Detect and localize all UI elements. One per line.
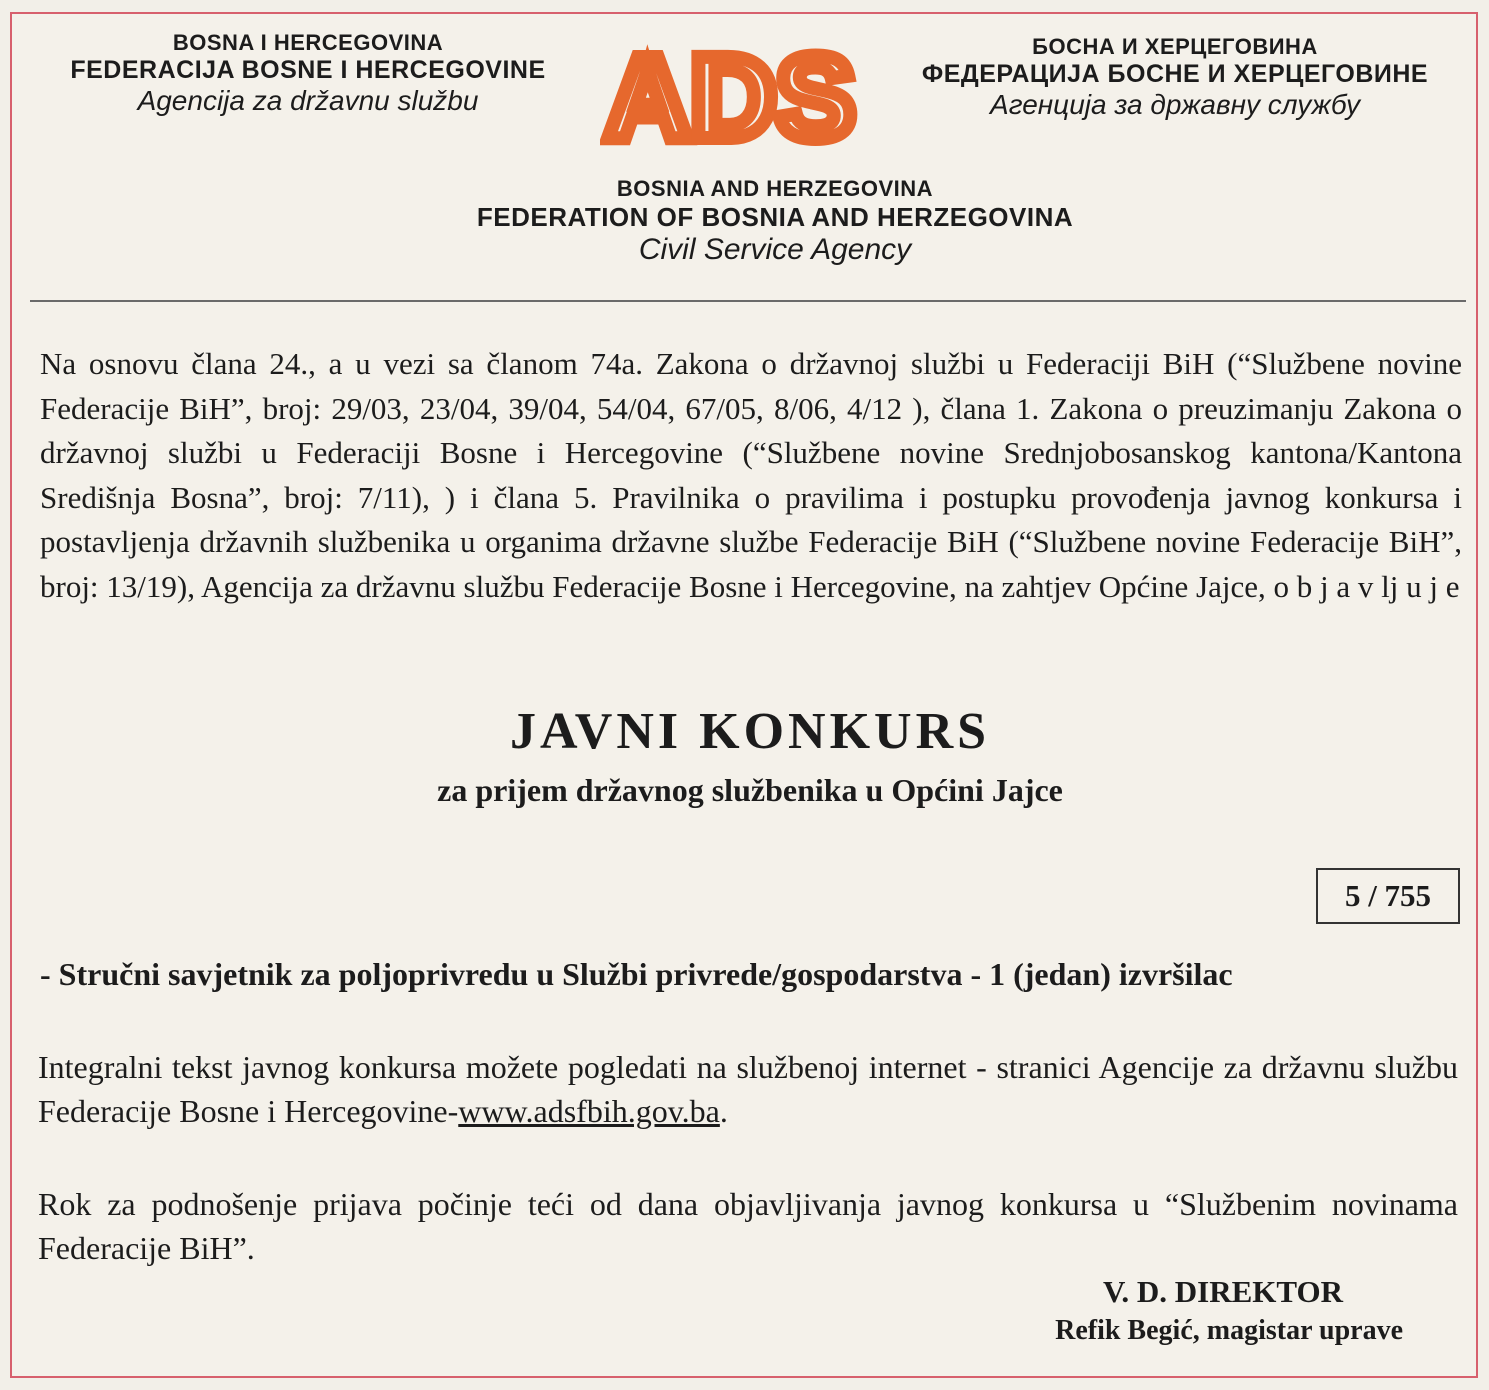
header-left-country: BOSNA I HERCEGOVINA [172, 30, 444, 55]
intro-paragraph: Na osnovu člana 24., a u vezi sa članom 74a. Zakona o državnoj službi u Federaciji BiH (“Službene novine Federacije BiH”, broj: 29/03, 23/04, 39/04, 54/04, 67/05, 8/06, 4/12 ), člana 1. Zakona o preuzimanju Zakona o državnoj službi u Federaciji Bosne i Hercegovine (“Službene novine Srednjobosanskog kantona/Kantona Središnja Bosna”, broj: 7/11), ) i člana 5. Pravilnika o pravilima i postupku provođenja javnog konkursa i postavljenja državnih službenika u organima državne službe Federacije BiH (“Službene novine Federacije BiH”, broj: 13/19), Agencija za državnu službu Federacije Bosne i Hercegovine, na zahtjev Općine Jajce, o b j a v lj u j e [40, 346, 1462, 604]
ads-logo-text: ADS [605, 38, 855, 146]
header-center-federation: FEDERATION OF BOSNIA AND HERZEGOVINA [476, 202, 1074, 232]
header-left-agency: Agencija za državnu službu [137, 85, 479, 116]
announcement-title: JAVNI KONKURS [509, 703, 991, 760]
job-position: - Stručni savjetnik za poljoprivredu u Službi privrede/gospodarstva - 1 (jedan) izvršilac [40, 956, 1233, 992]
header-center [300, 176, 1250, 267]
signature-name: Refik Begić, magistar uprave [1055, 1315, 1403, 1346]
announcement-subtitle: za prijem državnog službenika u Općini Jajce [437, 772, 1063, 808]
signature-title: V. D. DIREKTOR [1102, 1274, 1343, 1309]
ads-logo [600, 38, 860, 146]
header-right-agency: Агенција за државну службу [990, 89, 1360, 120]
reference-number-box: 5 / 755 [1316, 868, 1460, 924]
info-paragraph-text: Integralni tekst javnog konkursa možete pogledati na službenoj internet - stranici Agencije za državnu službu Federacije Bosne i Hercegovine- [38, 1049, 1458, 1129]
header-right-country: БОСНА И ХЕРЦЕГОВИНА [1032, 34, 1318, 59]
deadline-paragraph: Rok za podnošenje prijava počinje teći od dana objavljivanja javnog konkursa u “Službenim novinama Federacije BiH”. [38, 1186, 1458, 1266]
header-left-federation: FEDERACIJA BOSNE I HERCEGOVINE [70, 56, 546, 84]
info-paragraph [38, 1045, 1458, 1133]
header-right-federation: ФЕДЕРАЦИЈА БОСНЕ И ХЕРЦЕГОВИНЕ [921, 60, 1429, 88]
header-center-agency: Civil Service Agency [638, 233, 912, 266]
header-divider [30, 300, 1466, 302]
info-paragraph-end: . [719, 1093, 728, 1129]
header-left [38, 30, 578, 117]
header-center-country: BOSNIA AND HERZEGOVINA [616, 176, 934, 201]
header-right [890, 34, 1460, 121]
agency-website-link[interactable]: www.adsfbih.gov.ba [458, 1093, 720, 1129]
